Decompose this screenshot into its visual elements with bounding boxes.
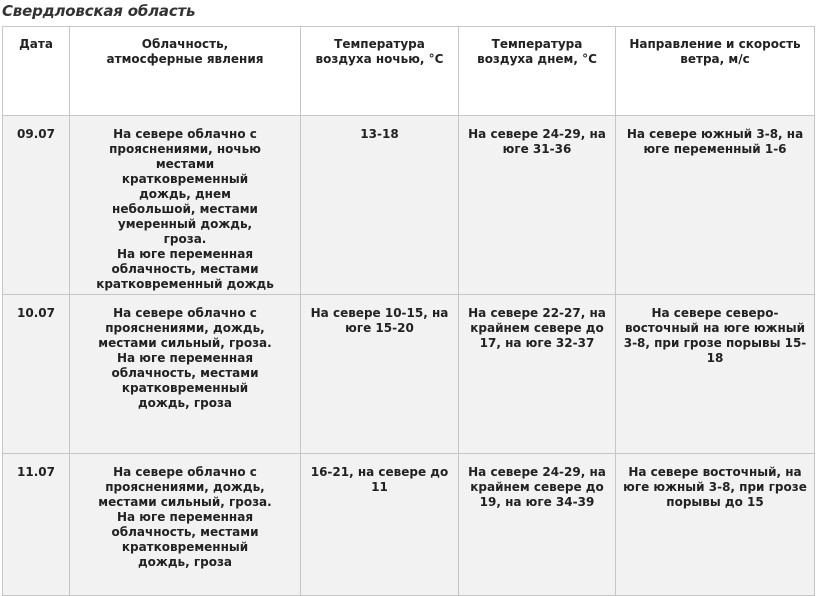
cell-temp-day [459, 295, 616, 454]
cell-temp-day [459, 454, 616, 596]
header-wind: Направление и скорость ветра, м/с [616, 27, 815, 116]
cell-cloudiness [70, 454, 301, 596]
header-temp-night: Температура воздуха ночью, °С [301, 27, 459, 116]
header-cloudiness [70, 27, 301, 116]
header-temp-day: Температура воздуха днем, °С [459, 27, 616, 116]
temp-night-text: 16-21, на севере до 11 [310, 465, 449, 494]
forecast-table [2, 26, 815, 596]
cell-wind [616, 454, 815, 596]
cell-wind [616, 295, 815, 454]
cloudiness-text: На севере облачно с прояснениями, ночью местами кратковременный дождь, днем небольшой, местами умеренный дождь, гроза. На юге переменная облачность, местами кратковременный дождь [96, 127, 274, 291]
table-row [3, 295, 815, 454]
cell-date: 09.07 [3, 116, 70, 295]
wind-text: На севере южный 3-8, на юге переменный 1-6 [626, 127, 804, 156]
cell-temp-night [301, 116, 459, 295]
temp-night-text: На севере 10-15, на юге 15-20 [310, 306, 449, 335]
header-cloudiness-label: Облачность, атмосферные явления [106, 37, 264, 66]
table-row [3, 454, 815, 596]
temp-day-text: На севере 24-29, на крайнем севере до 19, на юге 34-39 [468, 465, 606, 509]
cell-date: 11.07 [3, 454, 70, 596]
cell-date: 10.07 [3, 295, 70, 454]
temp-day-text: На севере 22-27, на крайнем севере до 17, на юге 32-37 [468, 306, 606, 350]
header-row [3, 27, 815, 116]
cell-cloudiness [70, 116, 301, 295]
wind-text: На севере восточный, на юге южный 3-8, при грозе порывы до 15 [623, 465, 807, 509]
header-date: Дата [3, 27, 70, 116]
region-title: Свердловская область [2, 2, 196, 20]
wind-text: На севере северо-восточный на юге южный 3-8, при грозе порывы 15-18 [623, 306, 807, 365]
table-row [3, 116, 815, 295]
cell-cloudiness [70, 295, 301, 454]
cloudiness-text: На севере облачно с прояснениями, дождь, местами сильный, гроза. На юге переменная облачность, местами кратковременный дождь, гроза [98, 465, 272, 569]
temp-night-text: 13-18 [360, 127, 399, 141]
cell-temp-night [301, 295, 459, 454]
cell-temp-night [301, 454, 459, 596]
temp-day-text: На севере 24-29, на юге 31-36 [468, 127, 606, 156]
cell-temp-day [459, 116, 616, 295]
cloudiness-text: На севере облачно с прояснениями, дождь, местами сильный, гроза. На юге переменная облачность, местами кратковременный дождь, гроза [98, 306, 272, 410]
cell-wind [616, 116, 815, 295]
